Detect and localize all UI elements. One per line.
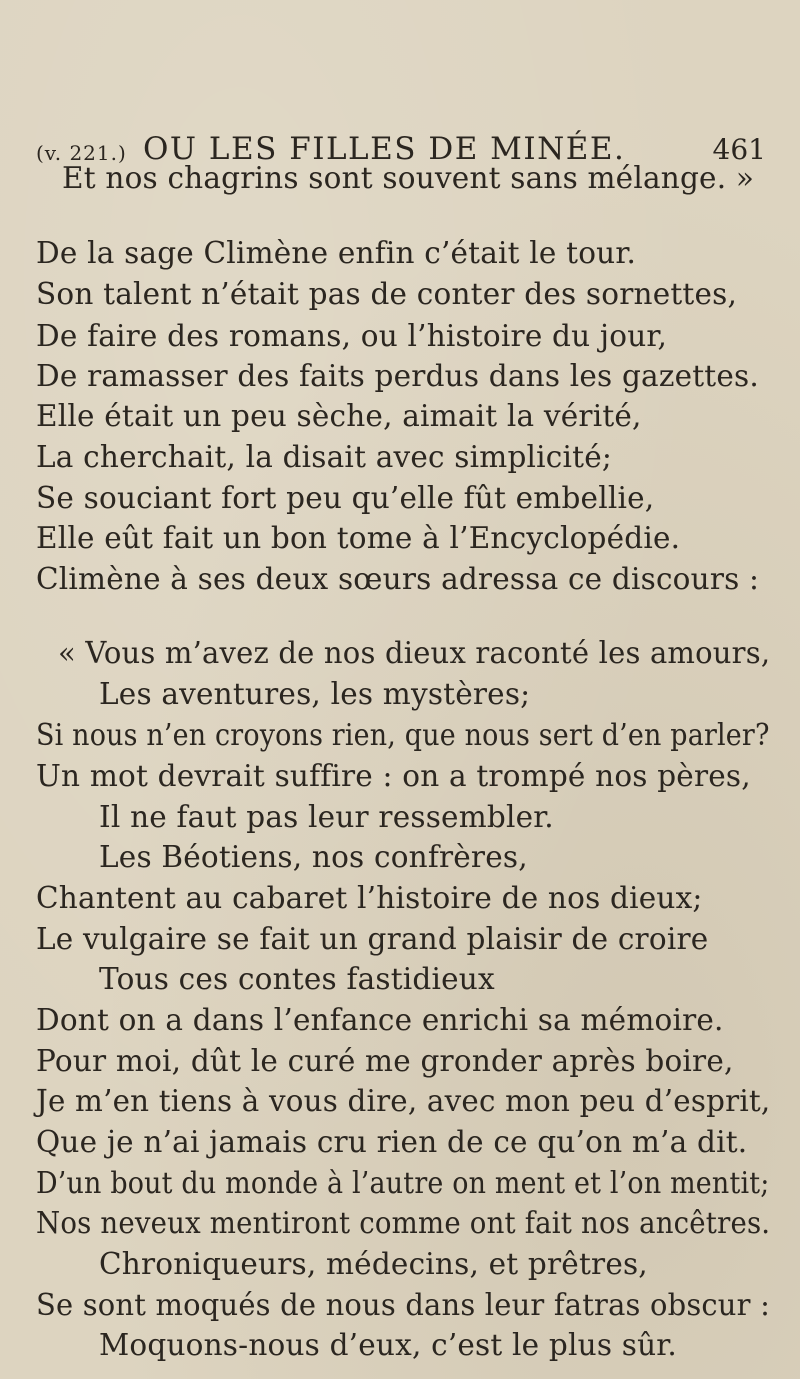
verse-line: Nos neveux mentiront comme ont fait nos ancêtres. xyxy=(36,1206,771,1240)
verse-reference: (v. 221.) xyxy=(36,141,127,165)
verse-line: De ramasser des faits perdus dans les gazettes. xyxy=(36,359,759,393)
verse-line: Elle était un peu sèche, aimait la vérité, xyxy=(36,399,642,433)
verse-line: Que je n’ai jamais cru rien de ce qu’on m’a dit. xyxy=(36,1125,748,1159)
verse-line: Elle eût fait un bon tome à l’Encyclopédie. xyxy=(36,521,681,555)
verse-line: « Vous m’avez de nos dieux raconté les amours, xyxy=(58,636,771,670)
verse-line: Chantent au cabaret l’histoire de nos dieux; xyxy=(36,881,703,915)
verse-line: Un mot devrait suffire : on a trompé nos pères, xyxy=(36,759,751,793)
verse-line: Pour moi, dût le curé me gronder après boire, xyxy=(36,1044,734,1078)
page-number: 461 xyxy=(712,133,766,166)
verse-line: Je m’en tiens à vous dire, avec mon peu d’esprit, xyxy=(36,1084,771,1118)
verse-line: La cherchait, la disait avec simplicité; xyxy=(36,440,613,474)
verse-line: Si nous n’en croyons rien, que nous sert d’en parler? xyxy=(36,718,770,752)
verse-line: Dont on a dans l’enfance enrichi sa mémoire. xyxy=(36,1003,724,1037)
verse-line: Et nos chagrins sont souvent sans mélange. » xyxy=(62,161,755,195)
verse-line: De faire des romans, ou l’histoire du jour, xyxy=(36,319,668,353)
verse-line: Les aventures, les mystères; xyxy=(99,677,531,711)
verse-line: Se sont moqués de nous dans leur fatras obscur : xyxy=(36,1288,771,1322)
verse-line: Climène à ses deux sœurs adressa ce discours : xyxy=(36,562,760,596)
verse-line: Les Béotiens, nos confrères, xyxy=(99,840,528,874)
verse-line: Tous ces contes fastidieux xyxy=(99,962,495,996)
running-title: OU LES FILLES DE MINÉE. xyxy=(143,131,626,167)
verse-line: De la sage Climène enfin c’était le tour. xyxy=(36,236,637,270)
verse-line: Moquons-nous d’eux, c’est le plus sûr. xyxy=(99,1328,677,1362)
verse-line: Il ne faut pas leur ressembler. xyxy=(99,800,554,834)
verse-line: Se souciant fort peu qu’elle fût embellie, xyxy=(36,481,655,515)
verse-line: Le vulgaire se fait un grand plaisir de croire xyxy=(36,922,709,956)
verse-line: D’un bout du monde à l’autre on ment et l’on mentit; xyxy=(36,1166,770,1200)
verse-line: Chroniqueurs, médecins, et prêtres, xyxy=(99,1247,648,1281)
verse-line: Son talent n’était pas de conter des sornettes, xyxy=(36,277,738,311)
